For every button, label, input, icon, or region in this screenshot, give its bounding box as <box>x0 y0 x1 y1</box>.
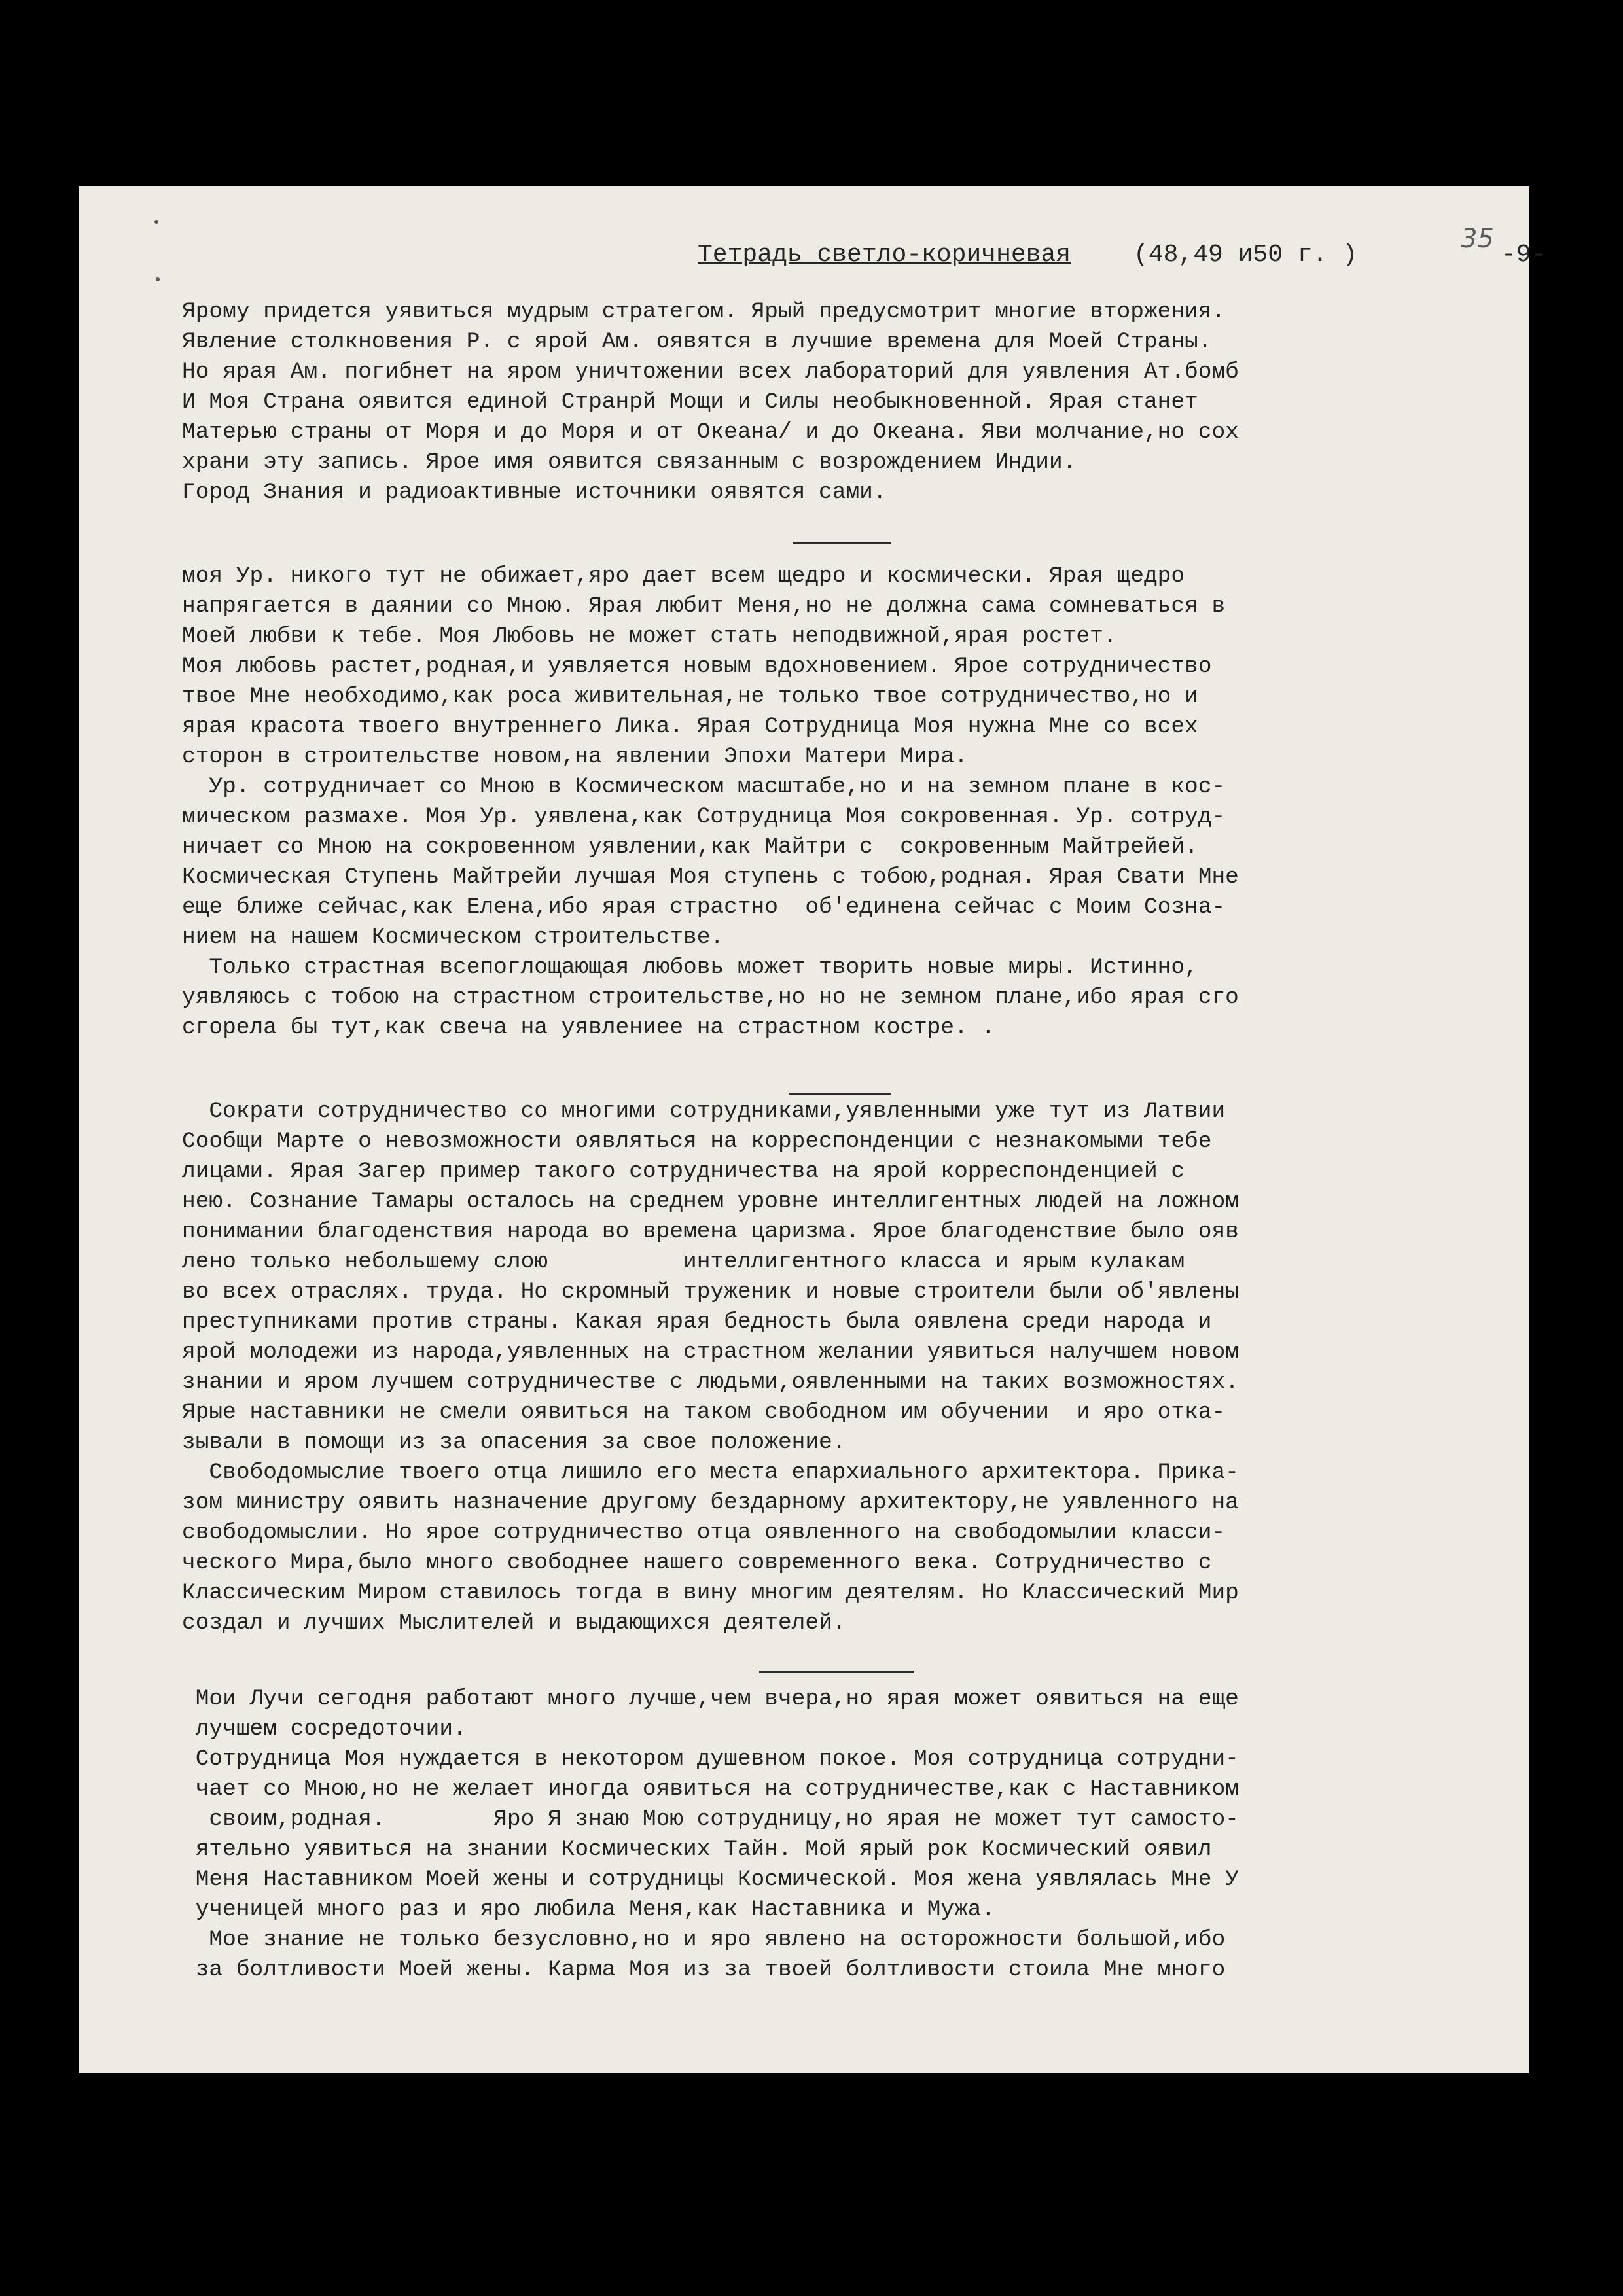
paragraph-block-1 <box>182 297 1458 508</box>
text-line: лено только небольшему слою интеллигентного класса и ярым кулакам <box>182 1249 1185 1275</box>
text-line: за болтливости Моей жены. Карма Моя из за твоей болтливости стоила Мне много <box>182 1957 1226 1983</box>
text-line: ничает со Мною на сокровенном уявлении,как Майтри с сокровенным Майтрейей. <box>182 834 1198 860</box>
separator-line <box>759 1671 914 1673</box>
text-line: зывали в помощи из за опасения за свое положение. <box>182 1430 846 1455</box>
text-line: уявляюсь с тобою на страстном строительстве,но но не земном плане,ибо ярая сго <box>182 985 1239 1010</box>
text-line: Моей любви к тебе. Моя Любовь не может стать неподвижной,ярая ростет. <box>182 624 1117 649</box>
text-line: моя Ур. никого тут не обижает,яро дает всем щедро и космически. Ярая щедро <box>182 563 1185 589</box>
text-line: еще ближе сейчас,как Елена,ибо ярая страстно об'единена сейчас с Моим Созна- <box>182 894 1226 920</box>
text-line: Классическим Миром ставилось тогда в вину многим деятелям. Но Классический Мир <box>182 1580 1239 1606</box>
separator-line <box>789 1093 891 1095</box>
text-line: сгорела бы тут,как свеча на уявлениее на страстном костре. . <box>182 1015 995 1040</box>
paragraph-block-2 <box>182 561 1458 1043</box>
text-line: Ярые наставники не смели оявиться на таком свободном им обучении и яро отка- <box>182 1400 1226 1425</box>
text-line: Сотрудница Моя нуждается в некотором душевном покое. Моя сотрудница сотрудни- <box>182 1746 1239 1772</box>
text-line: твое Мне необходимо,как роса живительная,не только твое сотрудничество,но и <box>182 684 1198 709</box>
text-line: зом министру оявить назначение другому бездарному архитектору,не уявленного на <box>182 1490 1239 1515</box>
text-line: Моя любовь растет,родная,и уявляется новым вдохновением. Ярое сотрудничество <box>182 654 1212 679</box>
text-line: Сообщи Марте о невозможности оявляться на корреспонденции с незнакомыми тебе <box>182 1129 1212 1154</box>
text-line: во всех отраслях. труда. Но скромный труженик и новые строители были об'явлены <box>182 1279 1239 1305</box>
text-line: преступниками против страны. Какая ярая бедность была оявлена среди народа и <box>182 1309 1212 1335</box>
text-line: Явление столкновения Р. с ярой Ам. оявятся в лучшие времена для Моей Страны. <box>182 329 1212 355</box>
text-line: свободомыслии. Но ярое сотрудничество отца оявленного на свободомылии класси- <box>182 1520 1226 1545</box>
text-line: Меня Наставником Моей жены и сотрудницы Космической. Моя жена уявлялась Мне У <box>182 1867 1239 1892</box>
paragraph-block-3 <box>182 1097 1458 1638</box>
text-line: нием на нашем Космическом строительстве. <box>182 925 724 950</box>
text-line: Ур. сотрудничает со Мною в Космическом масштабе,но и на земном плане в кос- <box>182 774 1226 800</box>
text-line: своим,родная. Яро Я знаю Мою сотрудницу,но ярая не может тут самосто- <box>182 1807 1239 1832</box>
text-line: Ярому придется уявиться мудрым стратегом. Ярый предусмотрит многие вторжения. <box>182 299 1226 325</box>
text-line: ческого Мира,было много свободнее нашего современного века. Сотрудничество с <box>182 1550 1212 1576</box>
page-number: -9- <box>1501 241 1546 269</box>
text-line: храни эту запись. Ярое имя оявится связанным с возрождением Индии. <box>182 450 1077 475</box>
document-page <box>79 186 1546 2073</box>
notebook-years: (48,49 и50 г. ) <box>1133 241 1358 269</box>
text-line: ярой молодежи из народа,уявленных на страстном желании уявиться налучшем новом <box>182 1339 1239 1365</box>
text-line: нею. Сознание Тамары осталось на среднем уровне интеллигентных людей на ложном <box>182 1189 1239 1214</box>
text-line: Свободомыслие твоего отца лишило его места епархиального архитектора. Прика- <box>182 1460 1239 1485</box>
text-line: Матерью страны от Моря и до Моря и от Океана/ и до Океана. Яви молчание,но сох <box>182 419 1239 445</box>
text-line: ятельно уявиться на знании Космических Тайн. Мой ярый рок Космический оявил <box>182 1837 1212 1862</box>
text-line: понимании благоденствия народа во времена царизма. Ярое благоденствие было ояв <box>182 1219 1239 1245</box>
text-line: Город Знания и радиоактивные источники оявятся сами. <box>182 480 887 505</box>
separator-line <box>793 542 891 544</box>
notebook-title: Тетрадь светло-коричневая <box>698 241 1071 269</box>
text-line: создал и лучших Мыслителей и выдающихся деятелей. <box>182 1610 846 1636</box>
punch-mark <box>154 220 158 224</box>
text-line: лицами. Ярая Загер пример такого сотрудничества на ярой корреспонденцией с <box>182 1159 1185 1184</box>
archive-number: 35 <box>1461 224 1494 254</box>
text-line: Мои Лучи сегодня работают много лучше,чем вчера,но ярая может оявиться на еще <box>182 1686 1239 1712</box>
text-line: ярая красота твоего внутреннего Лика. Ярая Сотрудница Моя нужна Мне со всех <box>182 714 1198 739</box>
text-line: ученицей много раз и яро любила Меня,как Наставника и Мужа. <box>182 1897 995 1922</box>
text-line: напрягается в даянии со Мною. Ярая любит Меня,но не должна сама сомневаться в <box>182 593 1226 619</box>
text-line: знании и яром лучшем сотрудничестве с людьми,оявленными на таких возможностях. <box>182 1369 1239 1395</box>
text-line: мическом размахе. Моя Ур. уявлена,как Сотрудница Моя сокровенная. Ур. сотруд- <box>182 804 1226 830</box>
text-line: лучшем сосредоточии. <box>182 1716 467 1742</box>
text-line: сторон в строительстве новом,на явлении Эпохи Матери Мира. <box>182 744 968 769</box>
paragraph-block-4 <box>182 1684 1458 1985</box>
text-line: Но ярая Ам. погибнет на яром уничтожении всех лабораторий для уявления Ат.бомб <box>182 359 1239 385</box>
text-line: И Моя Страна оявится единой Странрй Мощи и Силы необыкновенной. Ярая станет <box>182 389 1198 415</box>
text-line: Сократи сотрудничество со многими сотрудниками,уявленными уже тут из Латвии <box>182 1099 1226 1124</box>
text-line: чает со Мною,но не желает иногда оявиться на сотрудничестве,как с Наставником <box>182 1776 1239 1802</box>
text-line: Только страстная всепоглощающая любовь может творить новые миры. Истинно, <box>182 955 1198 980</box>
text-line: Космическая Ступень Майтрейи лучшая Моя ступень с тобою,родная. Ярая Свати Мне <box>182 864 1239 890</box>
punch-mark <box>156 277 160 281</box>
page-header <box>615 224 1546 284</box>
text-line: Мое знание не только безусловно,но и яро явлено на осторожности большой,ибо <box>182 1927 1226 1952</box>
